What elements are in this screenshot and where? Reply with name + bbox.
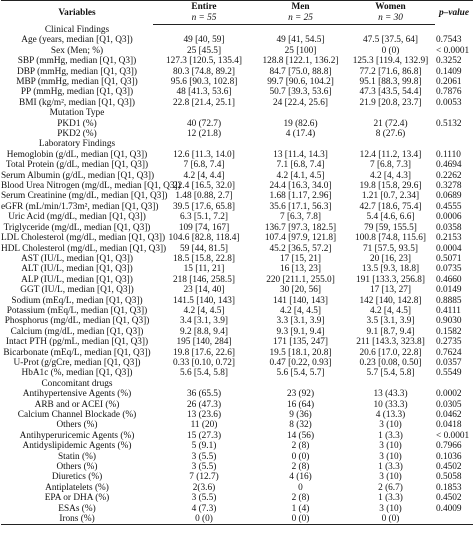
variable-cell: Irons (%)	[1, 514, 153, 525]
pvalue-cell: 0.1853	[436, 482, 462, 493]
table-row	[1, 233, 473, 243]
pvalue-cell: 0.1409	[436, 66, 462, 77]
entire-cell: 49 [40, 59]	[183, 35, 225, 46]
pvalue-cell: 0.0735	[436, 264, 462, 275]
pvalue-cell: 0.7966	[436, 441, 462, 452]
pvalue-cell: 0.0357	[436, 357, 462, 368]
header-n-men: n = 25	[255, 13, 346, 25]
men-cell: 4 (17.4)	[285, 129, 316, 140]
men-cell: 7 [6.3, 7.8]	[279, 212, 322, 223]
women-cell: 4 (13.3)	[375, 410, 406, 421]
variable-cell: Laboratory Findings	[38, 139, 116, 150]
variable-cell: Bicarbonate (mEq/L, median [Q1, Q3])	[3, 347, 151, 358]
entire-cell	[153, 379, 255, 389]
pvalue-cell: 0.0358	[436, 222, 462, 233]
section-row	[1, 25, 473, 36]
women-cell	[346, 25, 435, 36]
men-cell: 84.7 [75.0, 88.8]	[269, 66, 332, 77]
table-row	[1, 483, 473, 493]
women-cell	[346, 379, 435, 389]
men-cell: 24.4 [16.3, 34.0]	[269, 181, 332, 192]
pvalue-cell: 0.7624	[436, 347, 462, 358]
entire-cell: 48 [41.3, 53.6]	[176, 87, 232, 98]
variable-cell: LDL Cholesterol (mg/dL, median [Q1, Q3])	[1, 233, 166, 244]
entire-cell	[153, 25, 255, 36]
men-cell: 4.2 [4.1, 4.5]	[276, 170, 325, 181]
men-cell	[255, 139, 346, 149]
men-cell: 23 (92)	[286, 389, 315, 400]
women-cell: 12.4 [11.2, 13.4]	[359, 149, 422, 160]
women-cell: 3 (10)	[379, 472, 402, 483]
women-cell: 13.5 [9.3, 18.8]	[361, 264, 420, 275]
table-row	[1, 212, 473, 222]
entire-cell	[153, 139, 255, 149]
women-cell: 5.4 [4.6, 6.6]	[366, 212, 415, 223]
pvalue-cell	[435, 108, 473, 118]
women-cell: 42.7 [18.6, 75.4]	[359, 201, 422, 212]
variable-cell: AST (IU/L, median [Q1, Q3])	[21, 253, 133, 264]
pvalue-cell: 0.5132	[436, 118, 462, 129]
variable-cell: Uric Acid (mg/dL, median [Q1, Q3])	[8, 212, 146, 223]
entire-cell: 5 (9.1)	[191, 441, 217, 452]
pvalue-cell: 0.0004	[436, 243, 462, 254]
entire-cell: 80.3 [74.8, 89.2]	[173, 66, 235, 77]
men-cell: 9 (36)	[289, 410, 312, 421]
table-row	[1, 56, 473, 66]
table-row	[1, 358, 473, 368]
women-cell: 47.5 [37.5, 64]	[362, 35, 418, 46]
women-cell: 95.1 [88.3, 99.8]	[359, 77, 422, 88]
variable-cell: Diuretics (%)	[51, 472, 103, 483]
entire-cell: 15 (27.3)	[186, 430, 222, 441]
header-men: Men	[255, 1, 346, 14]
variable-cell: Antihyperuricemic Agents (%)	[19, 430, 135, 441]
women-cell	[346, 108, 435, 118]
pvalue-cell	[435, 379, 473, 389]
variable-cell: HDL Cholesterol (mg/dL, median [Q1, Q3])	[1, 243, 167, 254]
entire-cell: 218 [146, 258.5]	[173, 274, 235, 285]
header-variables: Variables	[1, 1, 153, 25]
entire-cell: 15 [11, 21]	[183, 264, 225, 275]
entire-cell: 4.2 [4, 4.5]	[183, 305, 225, 316]
women-cell: 79 [59, 155.5]	[364, 222, 417, 233]
table-row	[1, 87, 473, 97]
pvalue-cell: 0.4502	[436, 462, 462, 473]
pvalue-cell: 0.0689	[436, 191, 462, 202]
women-cell: 9.1 [8.7, 9.4]	[366, 326, 415, 337]
variable-cell: ESAs (%)	[58, 503, 96, 514]
women-cell: 20 [16, 23]	[369, 253, 412, 264]
table-row	[1, 67, 473, 77]
entire-cell: 95.6 [90.3, 102.8]	[170, 77, 238, 88]
variable-cell: Calcium Channel Blockade (%)	[17, 410, 137, 421]
men-cell	[255, 379, 346, 389]
table-row	[1, 337, 473, 347]
variable-cell: SBP (mmHg, median [Q1, Q3])	[17, 56, 137, 67]
entire-cell: 4 (7.3)	[191, 503, 217, 514]
table-row	[1, 410, 473, 420]
entire-cell: 5.6 [5.4, 5.8]	[179, 368, 229, 379]
variable-cell: Antiplatelets (%)	[45, 482, 109, 493]
pvalue-cell: 0.5058	[436, 472, 462, 483]
variable-cell: DBP (mmHg, median [Q1, Q3])	[17, 66, 137, 77]
pvalue-cell: 0.0006	[436, 212, 462, 223]
pvalue-cell: 0.3252	[436, 56, 462, 67]
pvalue-cell: 0.2262	[436, 170, 462, 181]
entire-cell: 11 (20)	[190, 420, 218, 431]
table-row	[1, 119, 473, 129]
women-cell: 4.2 [4, 4.5]	[369, 305, 412, 316]
pvalue-cell: 0.7876	[436, 87, 462, 98]
men-cell: 171 [135, 247]	[272, 337, 328, 348]
entire-cell: 0.33 [0.10, 0.72]	[173, 357, 235, 368]
men-cell: 0.47 [0.22, 0.93]	[269, 357, 332, 368]
table-row	[1, 493, 473, 503]
women-cell: 0 (0)	[381, 45, 400, 56]
women-cell: 211 [143.3, 323.8]	[356, 337, 425, 348]
men-cell: 5.6 [5.4, 5.7]	[276, 368, 325, 379]
variable-cell: Hemoglobin (g/dL, median [Q1, Q3])	[6, 149, 148, 160]
women-cell: 1 (3.3)	[378, 493, 403, 504]
men-cell: 128.8 [122.1, 136.2]	[262, 56, 339, 67]
entire-cell: 36 (65.5)	[186, 389, 222, 400]
pvalue-cell: < 0.0001	[436, 45, 470, 56]
entire-cell: 0 (0)	[153, 514, 255, 525]
pvalue-cell: 0.3278	[436, 181, 462, 192]
variable-cell: PKD2 (%)	[57, 129, 97, 140]
women-cell: 7 [6.8, 7.3]	[369, 160, 412, 171]
pvalue-cell: 0.0418	[436, 420, 462, 431]
pvalue-cell: 0.2061	[436, 77, 462, 88]
table-row	[1, 296, 473, 306]
entire-cell: 12 (21.8)	[186, 129, 222, 140]
women-cell: 1.21 [0.7, 2.34]	[361, 191, 420, 202]
women-cell: 2 (6.7)	[378, 482, 403, 493]
men-cell: 25 [100]	[284, 45, 317, 56]
pvalue-cell: 0.1036	[436, 451, 462, 462]
pvalue-cell: 0.0002	[436, 389, 462, 400]
entire-cell: 9.2 [8.8, 9.4]	[179, 326, 229, 337]
baseline-characteristics-table	[1, 0, 473, 525]
pvalue-cell	[435, 129, 473, 139]
table-row	[1, 368, 473, 378]
men-cell: 3.3 [3.1, 3.9]	[276, 316, 325, 327]
men-cell: 0 (0)	[291, 451, 310, 462]
variable-cell: Potassium (mEq/L, median [Q1, Q3])	[6, 305, 148, 316]
men-cell: 99.7 [90.6, 104.2]	[267, 77, 334, 88]
entire-cell: 2(3.6)	[192, 482, 216, 493]
women-cell: 21.9 [20.8, 23.7]	[359, 97, 422, 108]
variable-cell: Antidyslipidemic Agents (%)	[22, 441, 132, 452]
entire-cell: 104.6 [82.8, 118.4]	[168, 233, 240, 244]
entire-cell: 127.3 [120.5, 135.4]	[166, 56, 242, 67]
men-cell: 136.7 [97.3, 182.5]	[264, 222, 337, 233]
variable-cell: PP (mmHg, median [Q1, Q3])	[20, 87, 134, 98]
women-cell: 8 (27.6)	[375, 129, 406, 140]
variable-cell: Triglyceride (mg/dL, median [Q1, Q3])	[3, 222, 151, 233]
header-n-women: n = 30	[346, 13, 435, 25]
men-cell: 4 (16)	[289, 472, 312, 483]
entire-cell: 1.48 [0.88, 2.7]	[175, 191, 233, 202]
pvalue-cell: 0.0053	[436, 97, 462, 108]
men-cell: 220 [211.1, 255.0]	[266, 274, 335, 285]
table-row	[1, 348, 473, 358]
women-cell: 125.3 [119.4, 132.9]	[352, 56, 429, 67]
table-row	[1, 275, 473, 285]
entire-cell: 23 [14, 40]	[183, 285, 225, 296]
table-row	[1, 160, 473, 170]
header-women: Women	[346, 1, 435, 14]
women-cell: 0 (0)	[346, 514, 435, 525]
entire-cell: 22.8 [21.4, 25.1]	[173, 97, 235, 108]
table-row	[1, 171, 473, 181]
header-n-entire: n = 55	[153, 13, 255, 25]
pvalue-cell: 0.7543	[436, 35, 462, 46]
variable-cell: PKD1 (%)	[57, 118, 97, 129]
table-row	[1, 462, 473, 472]
entire-cell: 6.3 [5.1, 7.2]	[179, 212, 229, 223]
entire-cell: 3.4 [3.1, 3.9]	[179, 316, 229, 327]
pvalue-cell: 0.4009	[436, 503, 462, 514]
table-body	[1, 25, 473, 525]
entire-cell: 40 (72.7)	[186, 118, 222, 129]
entire-cell: 39.5 [17.6, 65.8]	[173, 201, 235, 212]
entire-cell: 22.4 [16.5, 32.0]	[173, 181, 235, 192]
men-cell	[255, 108, 346, 118]
table-row	[1, 441, 473, 451]
women-cell: 191 [133.3, 256.8]	[356, 274, 425, 285]
table-row	[1, 420, 473, 430]
table-row	[1, 181, 473, 191]
pvalue-cell: 0.8885	[436, 295, 462, 306]
table-row	[1, 431, 473, 441]
entire-cell: 26 (47.3)	[186, 399, 222, 410]
variable-cell: Antihypertensive Agents (%)	[22, 389, 132, 400]
men-cell: 16 (64)	[286, 399, 315, 410]
variable-cell: Serum Albumin (g/dL, median [Q1, Q3])	[1, 170, 155, 181]
variable-cell: Age (years, median [Q1, Q3])	[21, 35, 133, 46]
men-cell: 2 (8)	[291, 462, 310, 473]
table-row	[1, 254, 473, 264]
pvalue-cell: 0.0149	[436, 285, 462, 296]
men-cell: 4.2 [4, 4.5]	[279, 305, 322, 316]
table-row	[1, 191, 473, 201]
table-row	[1, 514, 473, 525]
women-cell: 3.5 [3.1, 3.9]	[366, 316, 415, 327]
variable-cell: Total Protein (g/dL, median [Q1, Q3])	[5, 160, 149, 171]
variable-cell: Sodium (mEq/L, median [Q1, Q3])	[11, 295, 143, 306]
entire-cell: 13 (23.6)	[186, 410, 222, 421]
pvalue-cell: 0.5071	[436, 253, 462, 264]
men-cell: 24 [22.4, 25.6]	[272, 97, 328, 108]
entire-cell: 18.5 [15.8, 22.8]	[173, 253, 235, 264]
variable-cell: ALP (IU/L, median [Q1, Q3])	[21, 274, 133, 285]
pvalue-cell	[435, 139, 473, 149]
women-cell: 3 (10)	[379, 441, 402, 452]
pvalue-cell: 0.1582	[436, 326, 462, 337]
women-cell: 3 (10)	[379, 420, 402, 431]
men-cell: 0	[298, 482, 303, 493]
women-cell: 47.3 [43.5, 54.4]	[359, 87, 422, 98]
men-cell: 45.2 [36.5, 57.2]	[269, 243, 332, 254]
variable-cell: Phosphorus (mg/dL, median [Q1, Q3])	[4, 316, 150, 327]
table-row	[1, 77, 473, 87]
variable-cell: EPA or DHA (%)	[44, 493, 110, 504]
variable-cell: Intact PTH (pg/mL, median [Q1, Q3])	[5, 337, 149, 348]
women-cell	[346, 139, 435, 149]
header-pvalue: p–value	[435, 1, 473, 25]
entire-cell: 3 (5.5)	[191, 462, 217, 473]
men-cell: 2 (8)	[291, 441, 310, 452]
men-cell: 19 (82.6)	[283, 118, 318, 129]
section-row	[1, 108, 473, 118]
women-cell: 13 (43.3)	[373, 389, 408, 400]
men-cell: 49 [41, 54.5]	[276, 35, 325, 46]
men-cell: 14 (56)	[286, 430, 315, 441]
women-cell: 4.2 [4, 4.3]	[369, 170, 412, 181]
variable-cell: BMI (kg/m², median [Q1, Q3])	[19, 97, 135, 108]
section-row	[1, 379, 473, 389]
variable-cell: Others (%)	[56, 420, 98, 431]
table-row	[1, 35, 473, 45]
variable-cell: Serum Creatinine (mg/dL, median [Q1, Q3])	[1, 191, 168, 202]
variable-cell: Blood Urea Nitrogen (mg/dL, median [Q1, Q3])	[1, 181, 181, 192]
table-row	[1, 389, 473, 399]
table-row	[1, 150, 473, 160]
table-row	[1, 327, 473, 337]
table-row	[1, 452, 473, 462]
women-cell: 19.8 [15.8, 29.6]	[359, 181, 422, 192]
men-cell: 8 (32)	[289, 420, 312, 431]
table-header	[1, 1, 473, 25]
pvalue-cell: 0.2735	[436, 337, 462, 348]
men-cell: 107.4 [97.9, 121.8]	[264, 233, 337, 244]
pvalue-cell	[435, 514, 473, 525]
table-row	[1, 202, 473, 212]
women-cell: 1 (3.3)	[378, 462, 403, 473]
entire-cell: 7 (12.7)	[189, 472, 219, 483]
men-cell: 17 [15, 21]	[279, 253, 322, 264]
men-cell: 13 [11.4, 14.3]	[273, 149, 328, 160]
variable-cell: Mutation Type	[49, 108, 105, 119]
pvalue-cell: 0.2153	[436, 233, 462, 244]
variable-cell: Concomitant drugs	[41, 378, 113, 389]
entire-cell: 3 (5.5)	[191, 451, 217, 462]
pvalue-cell: 0.9030	[436, 316, 462, 327]
men-cell: 141 [140, 143]	[272, 295, 328, 306]
section-row	[1, 139, 473, 149]
variable-cell: Clinical Findings	[44, 24, 110, 35]
men-cell: 1.68 [1.17, 2.96]	[269, 191, 332, 202]
women-cell: 71 [57.5, 93.5]	[362, 243, 418, 254]
entire-cell: 141.5 [140, 143]	[173, 295, 235, 306]
table-row	[1, 244, 473, 254]
table-row	[1, 223, 473, 233]
entire-cell: 109 [74, 167]	[178, 222, 230, 233]
women-cell: 17 [13, 27]	[369, 285, 412, 296]
women-cell: 100.8 [74.8, 115.6]	[355, 233, 426, 244]
women-cell: 21 (72.4)	[373, 118, 408, 129]
table-row	[1, 264, 473, 274]
table-row	[1, 46, 473, 56]
entire-cell	[153, 108, 255, 118]
entire-cell: 12.6 [11.3, 14.0]	[173, 149, 235, 160]
women-cell: 1 (3.3)	[378, 430, 403, 441]
women-cell: 77.2 [71.6, 86.8]	[359, 66, 422, 77]
pvalue-cell: 0.4502	[436, 493, 462, 504]
men-cell: 50.7 [39.3, 53.6]	[269, 87, 332, 98]
pvalue-cell: 0.1110	[436, 149, 461, 160]
women-cell: 0.23 [0.08, 0.50]	[359, 357, 422, 368]
pvalue-cell: 0.4660	[436, 274, 462, 285]
variable-cell: ARB and or ACEI (%)	[34, 399, 120, 410]
variable-cell: U-Prot (g/gCre, median [Q1, Q3])	[13, 357, 141, 368]
header-entire: Entire	[153, 1, 255, 14]
women-cell: 3 (10)	[379, 451, 402, 462]
men-cell: 19.5 [18.1, 20.8]	[269, 347, 332, 358]
pvalue-cell: 0.0462	[436, 410, 462, 421]
women-cell: 142 [140, 142.8]	[359, 295, 422, 306]
women-cell: 3 (10)	[379, 503, 402, 514]
entire-cell: 195 [140, 284]	[176, 337, 232, 348]
table-row	[1, 400, 473, 410]
women-cell: 20.6 [17.0, 22.8]	[359, 347, 422, 358]
entire-cell: 59 [44, 81.5]	[179, 243, 229, 254]
variable-cell: Calcium (mg/dL, median [Q1, Q3])	[10, 326, 144, 337]
variable-cell: GGT (IU/L, median [Q1, Q3])	[20, 285, 134, 296]
men-cell: 7.1 [6.8, 7.4]	[276, 160, 325, 171]
men-cell: 1 (4)	[291, 503, 310, 514]
table-row	[1, 98, 473, 108]
variable-cell: HbA1c (%, median [Q1, Q3])	[21, 368, 133, 379]
table-row	[1, 472, 473, 482]
entire-cell: 7 [6.8, 7.4]	[183, 160, 225, 171]
pvalue-cell: 0.5549	[436, 368, 462, 379]
entire-cell: 25 [45.5]	[186, 45, 222, 56]
women-cell: 10 (33.3)	[373, 399, 408, 410]
men-cell: 30 [20, 56]	[279, 285, 322, 296]
men-cell: 35.6 [17.1, 56.3]	[269, 201, 332, 212]
pvalue-cell: 0.4694	[436, 160, 462, 171]
pvalue-cell: 0.4111	[436, 305, 461, 316]
entire-cell: 19.8 [17.6, 22.6]	[173, 347, 235, 358]
entire-cell: 3 (5.5)	[191, 493, 217, 504]
table-row	[1, 129, 473, 139]
women-cell: 5.7 [5.4, 5.8]	[366, 368, 415, 379]
table-row	[1, 316, 473, 326]
men-cell	[255, 25, 346, 36]
pvalue-cell: 0.4555	[436, 201, 462, 212]
table-row	[1, 306, 473, 316]
variable-cell: Sex (Men; %)	[50, 45, 104, 56]
variable-cell: Statin (%)	[58, 451, 96, 462]
variable-cell: ALT (IU/L, median [Q1, Q3])	[21, 264, 133, 275]
variable-cell: eGFR (mL/min/1.73m², median [Q1, Q3])	[1, 201, 159, 212]
variable-cell: Others (%)	[56, 462, 98, 473]
variable-cell: MBP (mmHg, median [Q1, Q3])	[16, 77, 138, 88]
men-cell: 2 (8)	[291, 493, 310, 504]
table-row	[1, 285, 473, 295]
pvalue-cell: < 0.0001	[436, 430, 470, 441]
pvalue-cell	[435, 25, 473, 36]
men-cell: 9.3 [9.1, 9.4]	[276, 326, 325, 337]
men-cell: 0 (0)	[255, 514, 346, 525]
men-cell: 16 [13, 23]	[279, 264, 322, 275]
table-row	[1, 504, 473, 514]
entire-cell: 4.2 [4, 4.4]	[183, 170, 225, 181]
pvalue-cell: 0.0305	[436, 399, 462, 410]
